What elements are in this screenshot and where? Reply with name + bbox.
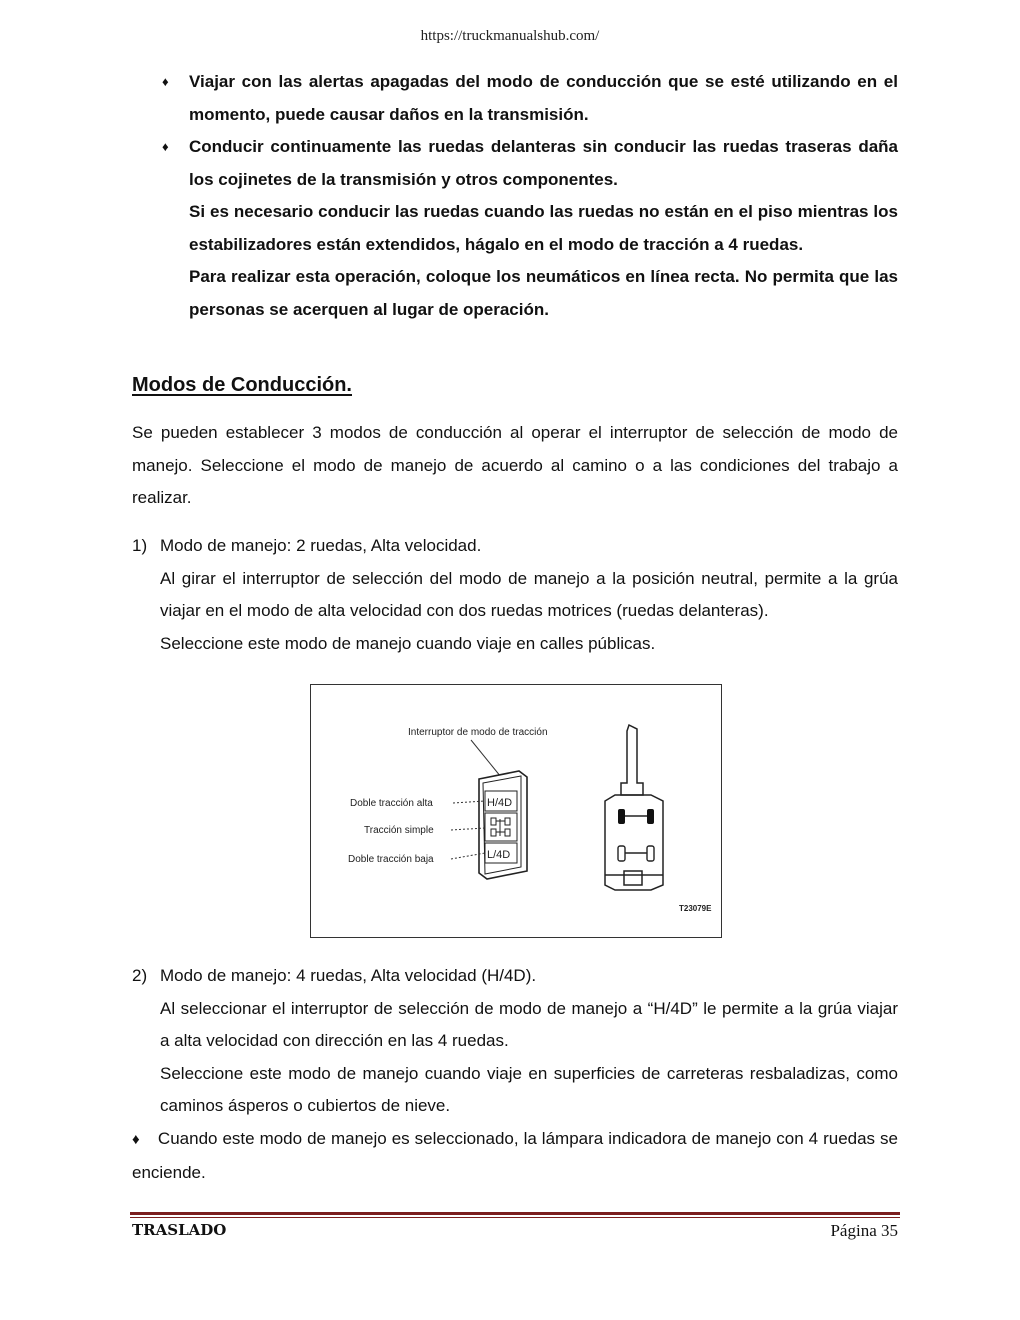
mode-line: Al seleccionar el interruptor de selección de modo de manejo a “H/4D” le permite a la grúa viajar a alta velocidad con dirección en las 4 ruedas. — [160, 998, 898, 1050]
mode-line: Al girar el interruptor de selección del modo de manejo a la posición neutral, permite a la grúa viajar en el modo de alta velocidad con dos ruedas motrices (ruedas delanteras). — [160, 568, 898, 620]
diamond-bullet-icon: ♦ — [162, 74, 169, 89]
label-doble-alta: Doble tracción alta — [350, 798, 433, 809]
footer-divider — [130, 1212, 900, 1215]
mode-title: Modo de manejo: 2 ruedas, Alta velocidad. — [160, 536, 482, 555]
warning-bullets — [160, 66, 898, 326]
mode-title: Modo de manejo: 4 ruedas, Alta velocidad (H/4D). — [160, 966, 537, 985]
diamond-bullet-icon: ♦ — [162, 139, 169, 154]
note-text: Cuando este modo de manejo es seleccionado, la lámpara indicadora de manejo con 4 ruedas se enciende. — [132, 1129, 898, 1182]
mode-number: 1) — [132, 536, 148, 555]
label-doble-baja: Doble tracción baja — [348, 854, 434, 865]
mode-item — [132, 530, 898, 660]
crane-top-view-icon — [605, 725, 663, 890]
footer-page-number: Página 35 — [830, 1221, 898, 1240]
diamond-bullet-icon: ♦ — [132, 1131, 140, 1148]
bullet-paragraph: Para realizar esta operación, coloque los neumáticos en línea recta. No permita que las personas se acerquen al lugar de operación. — [189, 267, 898, 319]
mode-item — [132, 960, 898, 1123]
source-url: https://truckmanualshub.com/ — [420, 28, 600, 44]
drive-mode-switch-figure — [310, 684, 722, 938]
section-heading: Modos de Conducción. — [132, 374, 352, 396]
switch-icon — [479, 771, 527, 879]
footer-section-name: TRASLADO — [132, 1221, 227, 1239]
figure-title-label: Interruptor de modo de tracción — [408, 727, 548, 738]
bullet-paragraph: Si es necesario conducir las ruedas cuando las ruedas no están en el piso mientras los estabilizadores están extendidos, hágalo en el modo de tracción a 4 ruedas. — [189, 202, 898, 254]
mode-line: Seleccione este modo de manejo cuando viaje en calles públicas. — [160, 633, 656, 653]
bullet-text: Viajar con las alertas apagadas del modo de conducción que se esté utilizando en el momento, puede causar daños en la transmisión. — [189, 72, 898, 124]
bullet-text: Conducir continuamente las ruedas delanteras sin conducir las ruedas traseras daña los cojinetes de la transmisión y otros componentes. — [189, 137, 898, 189]
indicator-note — [132, 1123, 898, 1189]
section-intro: Se pueden establecer 3 modos de conducción al operar el interruptor de selección de modo de manejo. Seleccione el modo de manejo de acuerdo al camino o a las condiciones del trabajo a realizar. — [132, 423, 898, 507]
bullet-item — [160, 131, 898, 196]
switch-h4d-label: H/4D — [487, 797, 513, 809]
mode-number: 2) — [132, 966, 148, 985]
footer-divider-thin — [130, 1217, 900, 1218]
label-traccion-simple: Tracción simple — [364, 825, 434, 836]
bullet-item — [160, 66, 898, 131]
figure-code: T23079E — [679, 904, 712, 913]
mode-line: Seleccione este modo de manejo cuando viaje en superficies de carreteras resbaladizas, como caminos ásperos o cubiertos de nieve. — [160, 1063, 898, 1115]
switch-l4d-label: L/4D — [487, 849, 511, 861]
